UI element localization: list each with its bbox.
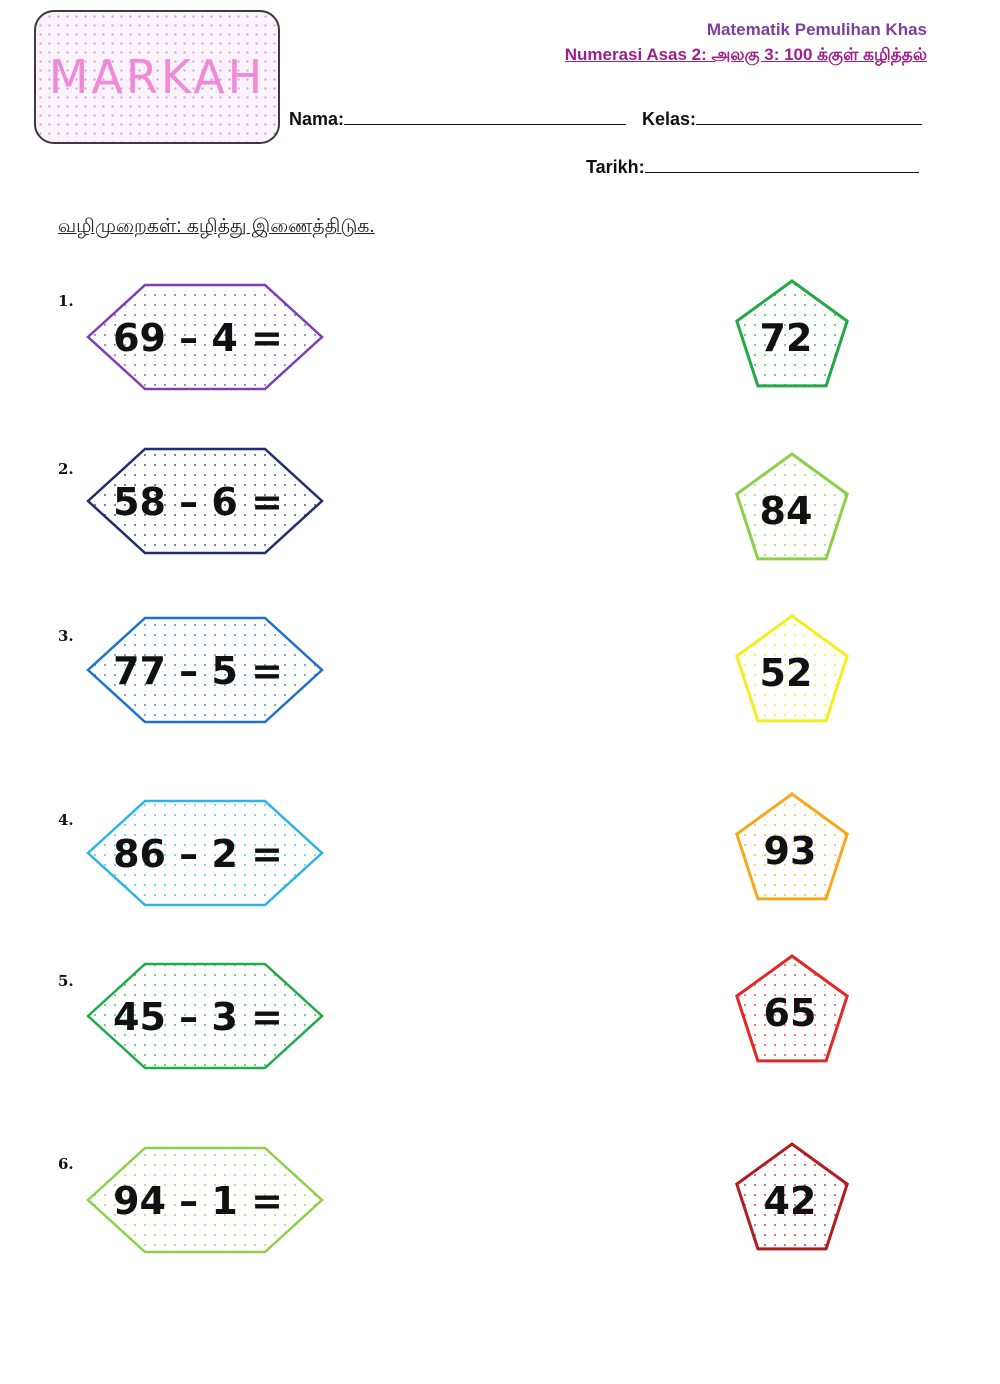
question-number: 6. [58, 1155, 74, 1173]
class-label: Kelas: [642, 109, 697, 129]
question-hexagon[interactable] [88, 964, 322, 1068]
answer-value: 84 [759, 489, 813, 533]
question-hexagon[interactable] [88, 618, 322, 722]
question-number: 4. [58, 811, 74, 829]
question-expression: 94 – 1 = [113, 1179, 283, 1223]
question-number: 2. [58, 460, 74, 478]
worksheet-title: Numerasi Asas 2: அலகு 3: 100 க்குள் கழித்தல் [564, 45, 927, 64]
question-expression: 69 – 4 = [113, 316, 283, 360]
markah-label: MARKAH [48, 50, 266, 104]
answer-pentagon[interactable] [737, 616, 847, 721]
answer-value: 42 [763, 1179, 817, 1223]
question-hexagon[interactable] [88, 449, 322, 553]
answer-pentagon[interactable] [737, 1144, 847, 1249]
question-expression: 77 – 5 = [113, 649, 283, 693]
question-expression: 86 – 2 = [113, 832, 283, 876]
subject-subtitle: Matematik Pemulihan Khas [706, 20, 927, 39]
answer-pentagon[interactable] [737, 956, 847, 1061]
answer-value: 65 [763, 991, 817, 1035]
answer-pentagon[interactable] [737, 794, 847, 899]
answer-pentagon[interactable] [737, 454, 847, 559]
question-number: 1. [58, 292, 74, 310]
question-hexagon[interactable] [88, 801, 322, 905]
answer-value: 93 [763, 829, 817, 873]
answer-pentagon[interactable] [737, 281, 847, 386]
answer-value: 52 [759, 651, 813, 695]
date-label: Tarikh: [586, 157, 645, 177]
answer-value: 72 [759, 316, 813, 360]
question-number: 3. [58, 627, 74, 645]
question-expression: 58 – 6 = [113, 480, 283, 524]
question-hexagon[interactable] [88, 1148, 322, 1252]
question-number: 5. [58, 972, 74, 990]
question-expression: 45 – 3 = [113, 995, 283, 1039]
question-hexagon[interactable] [88, 285, 322, 389]
instruction: வழிமுறைகள்: கழித்து இணைத்திடுக. [58, 216, 375, 237]
name-label: Nama: [289, 109, 345, 129]
